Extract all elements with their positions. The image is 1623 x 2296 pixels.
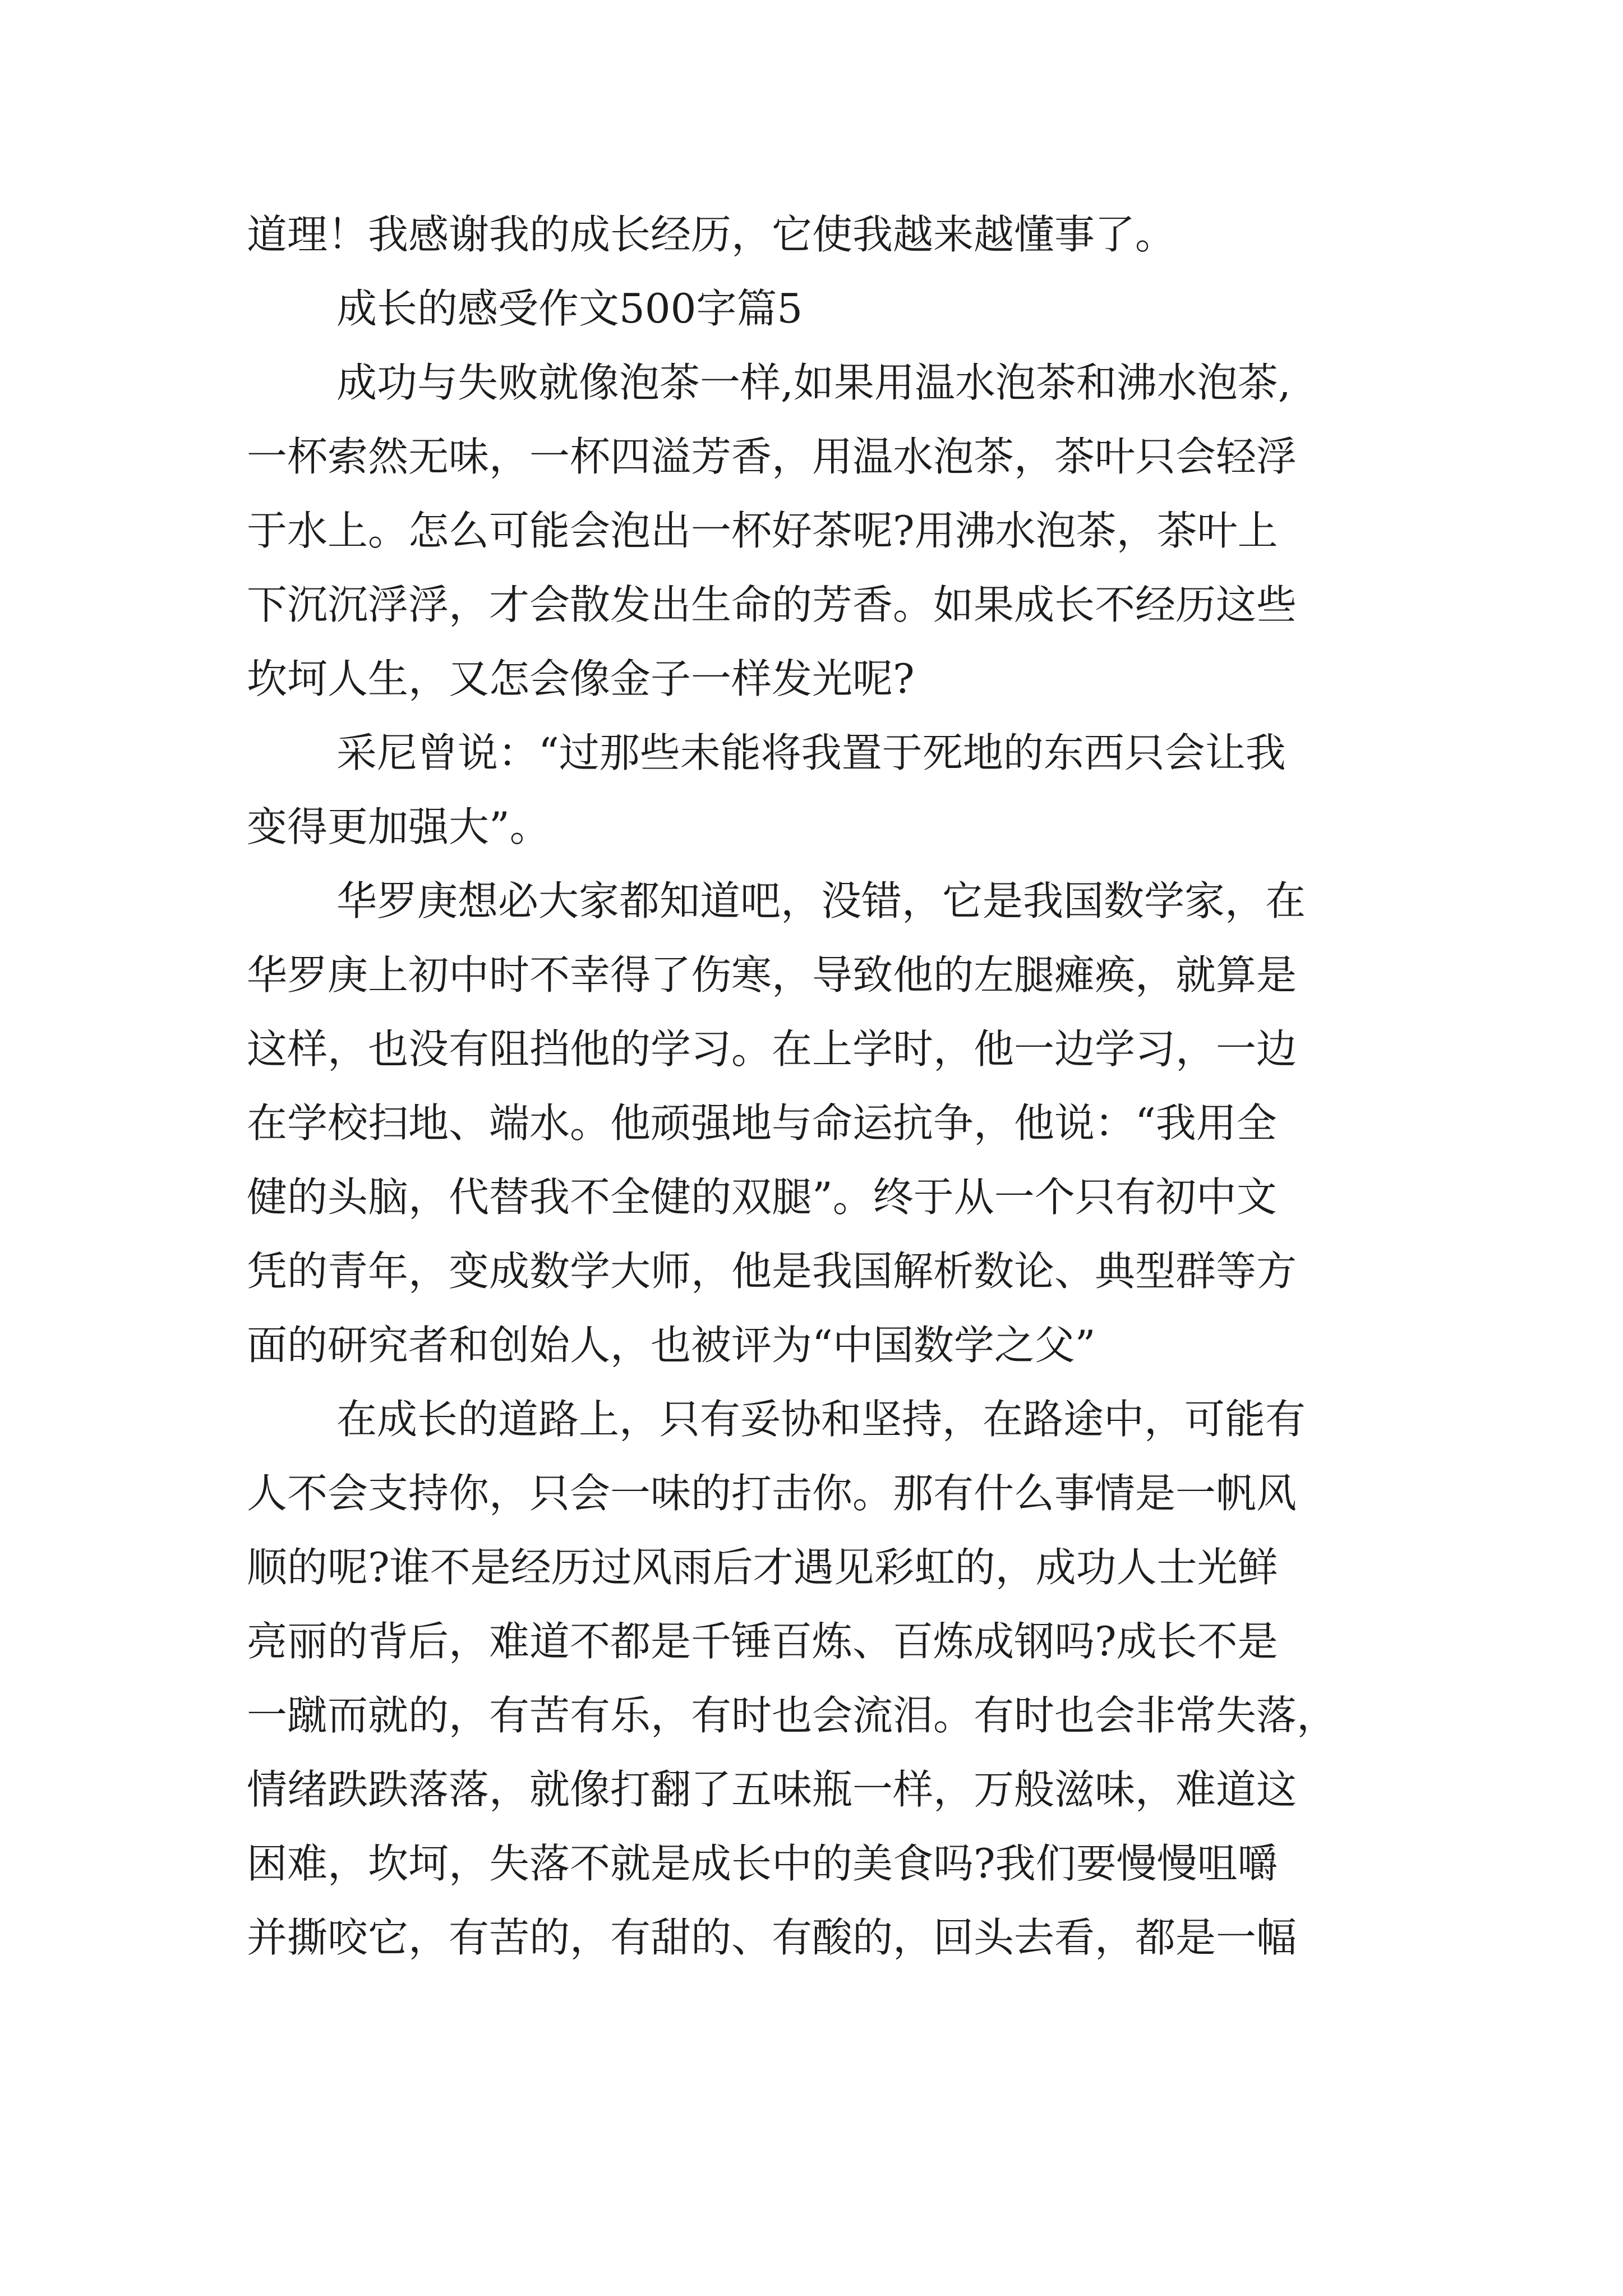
text-line: 下沉沉浮浮，才会散发出生命的芳香。如果成长不经历这些	[247, 581, 1297, 628]
text-line: 健的头脑，代替我不全健的双腿”。终于从一个只有初中文	[247, 1174, 1277, 1221]
text-line: 华罗庚上初中时不幸得了伤寒，导致他的左腿瘫痪，就算是	[247, 951, 1297, 999]
section-heading: 成长的感受作文500字篇5	[336, 285, 803, 332]
text-line: 面的研究者和创始人，也被评为“中国数学之父”	[247, 1322, 1096, 1369]
text-line: 坎坷人生，又怎会像金子一样发光呢?	[247, 655, 915, 702]
text-line: 成功与失败就像泡茶一样,如果用温水泡茶和沸水泡茶,	[336, 359, 1291, 406]
text-line: 情绪跌跌落落，就像打翻了五味瓶一样，万般滋味，难道这	[247, 1766, 1297, 1813]
text-line: 顺的呢?谁不是经历过风雨后才遇见彩虹的，成功人士光鲜	[247, 1544, 1278, 1591]
text-line: 一杯索然无味，一杯四溢芳香，用温水泡茶，茶叶只会轻浮	[247, 433, 1297, 480]
text-line: 华罗庚想必大家都知道吧，没错，它是我国数学家，在	[336, 877, 1306, 924]
text-line: 这样，也没有阻挡他的学习。在上学时，他一边学习，一边	[247, 1025, 1297, 1073]
text-line: 亮丽的背后，难道不都是千锤百炼、百炼成钢吗?成长不是	[247, 1618, 1278, 1665]
text-line: 变得更加强大”。	[247, 803, 550, 850]
text-line: 在学校扫地、端水。他顽强地与命运抗争，他说：“我用全	[247, 1099, 1277, 1147]
text-line: 凭的青年，变成数学大师，他是我国解析数论、典型群等方	[247, 1248, 1297, 1295]
text-line: 于水上。怎么可能会泡出一杯好茶呢?用沸水泡茶，茶叶上	[247, 507, 1278, 554]
text-line: 困难，坎坷，失落不就是成长中的美食吗?我们要慢慢咀嚼	[247, 1840, 1278, 1887]
text-line: 道理！我感谢我的成长经历，它使我越来越懂事了。	[247, 211, 1176, 258]
text-line: 在成长的道路上，只有妥协和坚持，在路途中，可能有	[336, 1396, 1306, 1443]
text-line: 人不会支持你，只会一味的打击你。那有什么事情是一帆风	[247, 1470, 1297, 1517]
text-line: 采尼曾说：“过那些未能将我置于死地的东西只会让我	[336, 729, 1286, 776]
text-line: 一蹴而就的，有苦有乐，有时也会流泪。有时也会非常失落，	[247, 1692, 1338, 1739]
text-line: 并撕咬它，有苦的，有甜的、有酸的，回头去看，都是一幅	[247, 1914, 1297, 1961]
